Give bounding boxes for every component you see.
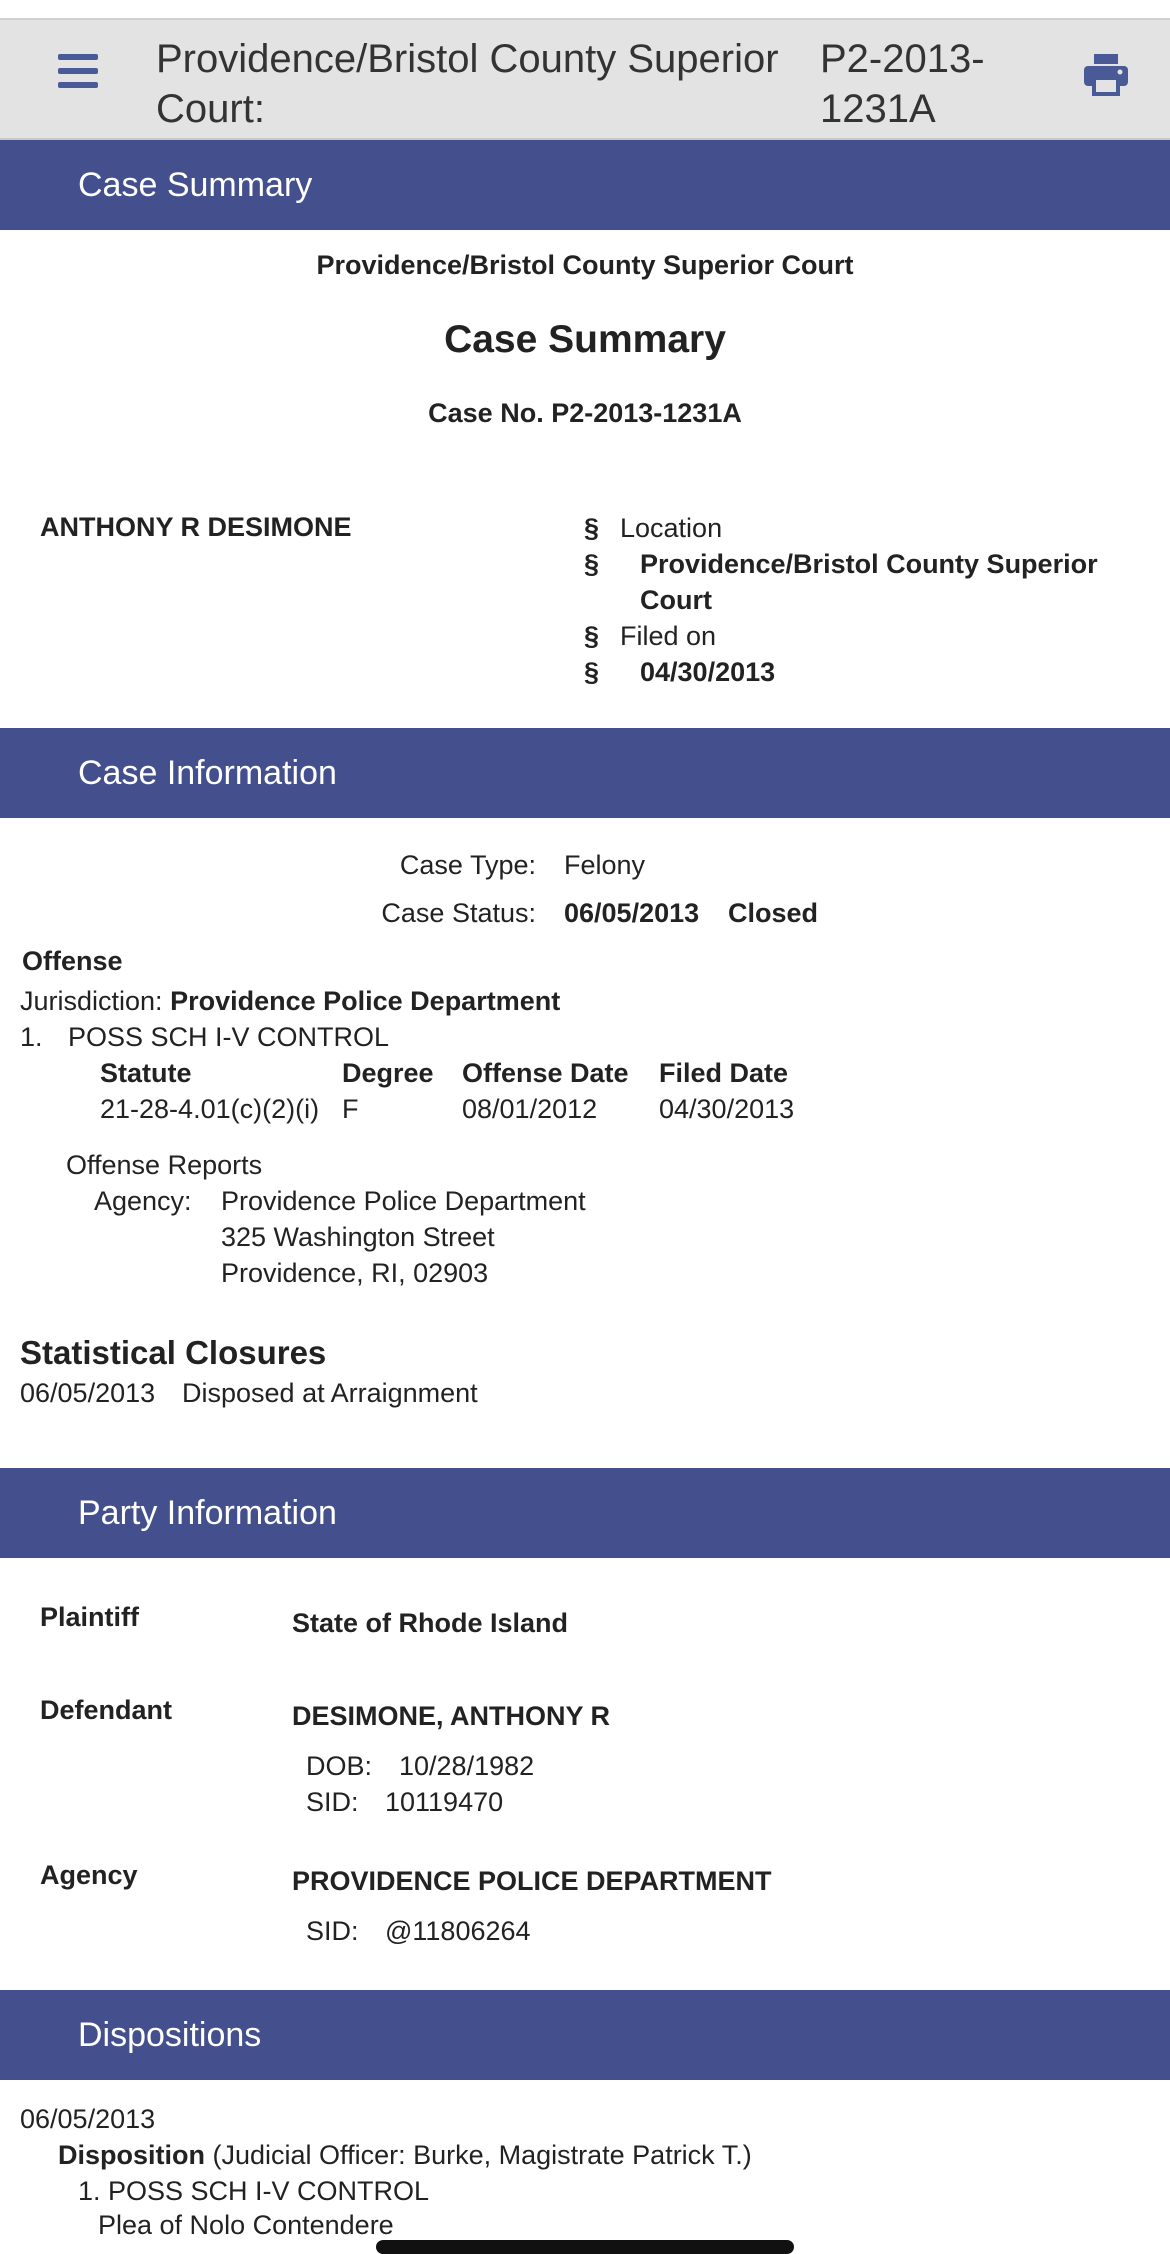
menu-icon[interactable]	[58, 54, 98, 90]
agency-line: Providence Police Department	[221, 1186, 586, 1216]
print-icon[interactable]	[1082, 50, 1130, 98]
closure-text: Disposed at Arraignment	[182, 1378, 478, 1408]
disposition-line	[58, 2140, 752, 2171]
section-symbol: §	[584, 621, 600, 651]
disposition-plea: Plea of Nolo Contendere	[98, 2210, 394, 2240]
defendant-value: DESIMONE, ANTHONY R	[292, 1701, 611, 1731]
disposition-label: Disposition	[58, 2140, 205, 2170]
agency-party-label: Agency	[40, 1860, 138, 1890]
table-cell-statute: 21-28-4.01(c)(2)(i)	[100, 1094, 320, 1124]
home-indicator[interactable]	[376, 2240, 794, 2254]
section-dispositions[interactable]: Dispositions	[0, 1990, 1170, 2080]
disposition-officer: (Judicial Officer: Burke, Magistrate Patrick T.)	[212, 2140, 752, 2170]
court-name: Providence/Bristol County Superior Court	[316, 250, 854, 280]
page-title: Providence/Bristol County Superior Court:	[156, 37, 779, 131]
location-value: Providence/Bristol County Superior	[640, 549, 1098, 579]
case-status-value: Closed	[728, 898, 819, 928]
section-case-summary[interactable]: Case Summary	[0, 140, 1170, 230]
case-status-label: Case Status:	[381, 898, 536, 928]
defendant-label: Defendant	[40, 1695, 173, 1725]
table-header-degree: Degree	[342, 1058, 434, 1088]
table-header-statute: Statute	[100, 1058, 192, 1088]
section-party-information[interactable]: Party Information	[0, 1468, 1170, 1558]
location-list	[584, 510, 1144, 690]
table-cell-degree: F	[342, 1094, 359, 1124]
case-type-value: Felony	[564, 850, 646, 880]
location-label: Location	[620, 513, 723, 543]
dob-value: 10/28/1982	[399, 1751, 535, 1781]
header-case-number: P2-2013-1231A	[820, 37, 985, 131]
dob-label: DOB:	[306, 1751, 373, 1781]
section-case-information[interactable]: Case Information	[0, 728, 1170, 818]
agency-party-value: PROVIDENCE POLICE DEPARTMENT	[292, 1866, 772, 1896]
offense-name: POSS SCH I-V CONTROL	[68, 1022, 390, 1052]
agency-line: 325 Washington Street	[221, 1222, 495, 1252]
table-cell-offense-date: 08/01/2012	[462, 1094, 598, 1124]
offense-heading: Offense	[22, 946, 123, 976]
table-header-offense-date: Offense Date	[462, 1058, 629, 1088]
disposition-item: 1. POSS SCH I-V CONTROL	[78, 2176, 430, 2206]
offense-reports-label: Offense Reports	[66, 1150, 263, 1180]
jurisdiction	[20, 986, 560, 1017]
statistical-closures-heading: Statistical Closures	[20, 1334, 327, 1371]
offense-number: 1.	[20, 1022, 43, 1052]
case-type-label: Case Type:	[399, 850, 536, 880]
agency-sid-label: SID:	[306, 1916, 359, 1946]
party-name: ANTHONY R DESIMONE	[40, 512, 352, 542]
table-header-filed-date: Filed Date	[659, 1058, 789, 1088]
location-value-cont: Court	[640, 585, 712, 615]
section-symbol: §	[584, 657, 600, 687]
plaintiff-label: Plaintiff	[40, 1602, 139, 1632]
case-number: Case No. P2-2013-1231A	[428, 398, 742, 428]
sid-value: 10119470	[385, 1787, 504, 1817]
closure-date: 06/05/2013	[20, 1378, 156, 1408]
agency-label: Agency:	[94, 1186, 192, 1216]
filed-label: Filed on	[620, 621, 717, 651]
agency-sid-value: @11806264	[385, 1916, 531, 1946]
section-symbol: §	[584, 549, 600, 579]
filed-value: 04/30/2013	[640, 657, 776, 687]
sid-label: SID:	[306, 1787, 359, 1817]
plaintiff-value: State of Rhode Island	[292, 1608, 569, 1638]
disposition-date: 06/05/2013	[20, 2104, 156, 2134]
agency-line: Providence, RI, 02903	[221, 1258, 489, 1288]
jurisdiction-label: Jurisdiction:	[20, 986, 163, 1016]
top-bar	[0, 18, 1170, 140]
summary-heading: Case Summary	[444, 318, 726, 361]
table-cell-filed-date: 04/30/2013	[659, 1094, 795, 1124]
jurisdiction-value: Providence Police Department	[170, 986, 561, 1016]
section-symbol: §	[584, 513, 600, 543]
case-status-date: 06/05/2013	[564, 898, 700, 928]
